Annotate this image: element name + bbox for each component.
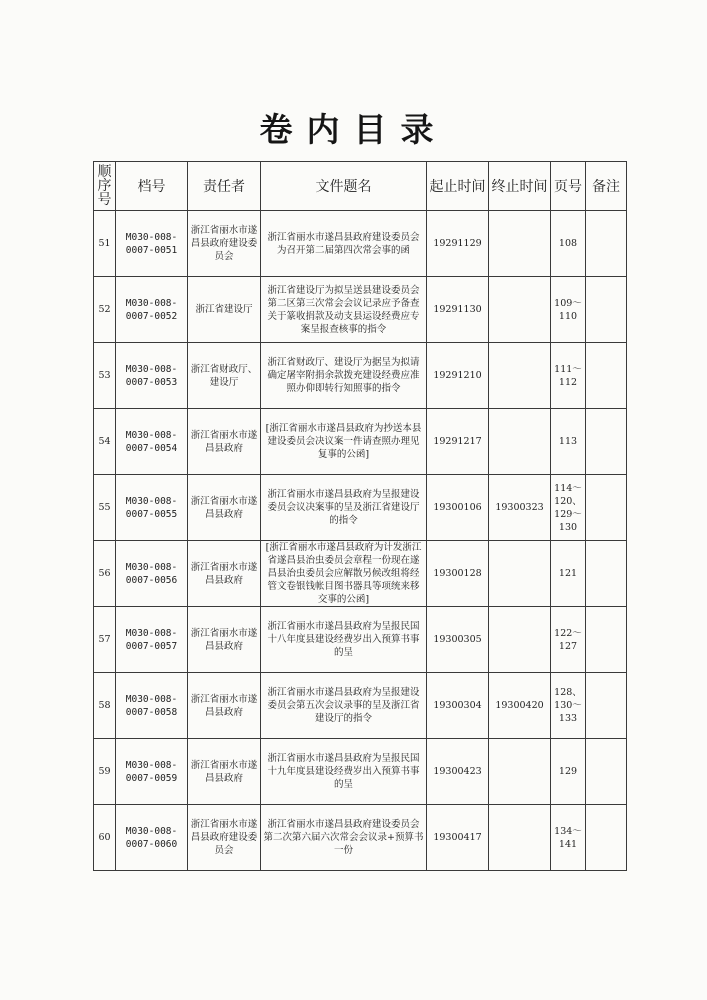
row-pages: 122～127 bbox=[551, 607, 586, 673]
row-seq: 51 bbox=[94, 211, 116, 277]
row-code: M030-008-0007-0057 bbox=[116, 607, 188, 673]
table-row bbox=[94, 673, 627, 739]
row-pages: 134～141 bbox=[551, 805, 586, 871]
row-code: M030-008-0007-0060 bbox=[116, 805, 188, 871]
catalog-table bbox=[93, 161, 627, 871]
row-responsible: 浙江省丽水市遂昌县政府 bbox=[188, 673, 261, 739]
row-start-date: 19300417 bbox=[427, 805, 489, 871]
row-responsible: 浙江省丽水市遂昌县政府 bbox=[188, 541, 261, 607]
row-doc-title: 浙江省丽水市遂昌县政府为呈报建设委员会议决案事的呈及浙江省建设厅的指令 bbox=[261, 475, 427, 541]
row-responsible: 浙江省丽水市遂昌县政府建设委员会 bbox=[188, 805, 261, 871]
row-responsible: 浙江省丽水市遂昌县政府 bbox=[188, 739, 261, 805]
row-remarks bbox=[586, 805, 627, 871]
row-seq: 53 bbox=[94, 343, 116, 409]
row-pages: 108 bbox=[551, 211, 586, 277]
row-seq: 54 bbox=[94, 409, 116, 475]
row-end-date bbox=[489, 541, 551, 607]
row-doc-title: 浙江省丽水市遂昌县政府为呈报民国十八年度县建设经费岁出入预算书事的呈 bbox=[261, 607, 427, 673]
row-pages: 121 bbox=[551, 541, 586, 607]
row-doc-title: [浙江省丽水市遂昌县政府为抄送本县建设委员会决议案一件请查照办理见复事的公函] bbox=[261, 409, 427, 475]
row-remarks bbox=[586, 607, 627, 673]
row-doc-title: 浙江省丽水市遂昌县政府为呈报民国十九年度县建设经费岁出入预算书事的呈 bbox=[261, 739, 427, 805]
row-pages: 111～112 bbox=[551, 343, 586, 409]
row-start-date: 19300128 bbox=[427, 541, 489, 607]
table-row bbox=[94, 739, 627, 805]
row-remarks bbox=[586, 541, 627, 607]
row-remarks bbox=[586, 409, 627, 475]
row-code: M030-008-0007-0058 bbox=[116, 673, 188, 739]
row-seq: 58 bbox=[94, 673, 116, 739]
row-remarks bbox=[586, 211, 627, 277]
row-doc-title: 浙江省丽水市遂昌县政府为呈报建设委员会第五次会议录事的呈及浙江省建设厅的指令 bbox=[261, 673, 427, 739]
catalog-body bbox=[94, 211, 627, 871]
row-responsible: 浙江省丽水市遂昌县政府 bbox=[188, 607, 261, 673]
row-end-date bbox=[489, 805, 551, 871]
row-seq: 60 bbox=[94, 805, 116, 871]
header-pages: 页号 bbox=[551, 162, 586, 211]
row-start-date: 19300304 bbox=[427, 673, 489, 739]
header-doc-title: 文件题名 bbox=[261, 162, 427, 211]
row-doc-title: 浙江省建设厅为拟呈送县建设委员会第二区第三次常会会议记录应予备查关于篆收捐款及动支县运设经费应专案呈报查核事的指令 bbox=[261, 277, 427, 343]
row-start-date: 19300305 bbox=[427, 607, 489, 673]
row-code: M030-008-0007-0052 bbox=[116, 277, 188, 343]
row-start-date: 19291130 bbox=[427, 277, 489, 343]
header-seq: 顺序号 bbox=[94, 162, 116, 211]
row-responsible: 浙江省丽水市遂昌县政府 bbox=[188, 409, 261, 475]
table-row bbox=[94, 277, 627, 343]
row-end-date bbox=[489, 211, 551, 277]
row-doc-title: 浙江省财政厅、建设厅为据呈为拟请确定屠宰附捐余款拨充建设经费应准照办仰即转行知照事的指令 bbox=[261, 343, 427, 409]
header-remarks: 备注 bbox=[586, 162, 627, 211]
row-doc-title: 浙江省丽水市遂昌县政府建设委员会第二次第六届六次常会会议录+预算书一份 bbox=[261, 805, 427, 871]
row-end-date bbox=[489, 607, 551, 673]
row-seq: 59 bbox=[94, 739, 116, 805]
row-responsible: 浙江省建设厅 bbox=[188, 277, 261, 343]
row-pages: 114～120、129～130 bbox=[551, 475, 586, 541]
row-end-date: 19300323 bbox=[489, 475, 551, 541]
row-start-date: 19291210 bbox=[427, 343, 489, 409]
row-code: M030-008-0007-0055 bbox=[116, 475, 188, 541]
table-row bbox=[94, 211, 627, 277]
row-start-date: 19300423 bbox=[427, 739, 489, 805]
header-responsible: 责任者 bbox=[188, 162, 261, 211]
row-seq: 52 bbox=[94, 277, 116, 343]
row-responsible: 浙江省丽水市遂昌县政府 bbox=[188, 475, 261, 541]
table-row bbox=[94, 475, 627, 541]
row-seq: 55 bbox=[94, 475, 116, 541]
row-remarks bbox=[586, 277, 627, 343]
row-responsible: 浙江省财政厅、建设厅 bbox=[188, 343, 261, 409]
row-pages: 129 bbox=[551, 739, 586, 805]
row-code: M030-008-0007-0051 bbox=[116, 211, 188, 277]
row-remarks bbox=[586, 673, 627, 739]
table-row bbox=[94, 607, 627, 673]
table-row bbox=[94, 541, 627, 607]
header-end-date: 终止时间 bbox=[489, 162, 551, 211]
row-end-date bbox=[489, 343, 551, 409]
row-remarks bbox=[586, 343, 627, 409]
table-row bbox=[94, 343, 627, 409]
row-start-date: 19300106 bbox=[427, 475, 489, 541]
row-code: M030-008-0007-0053 bbox=[116, 343, 188, 409]
table-row bbox=[94, 805, 627, 871]
row-pages: 128、130～133 bbox=[551, 673, 586, 739]
row-end-date bbox=[489, 409, 551, 475]
table-row bbox=[94, 409, 627, 475]
row-seq: 57 bbox=[94, 607, 116, 673]
row-end-date bbox=[489, 739, 551, 805]
row-remarks bbox=[586, 739, 627, 805]
row-end-date bbox=[489, 277, 551, 343]
header-start-date: 起止时间 bbox=[427, 162, 489, 211]
row-responsible: 浙江省丽水市遂昌县政府建设委员会 bbox=[188, 211, 261, 277]
row-end-date: 19300420 bbox=[489, 673, 551, 739]
row-pages: 109～110 bbox=[551, 277, 586, 343]
row-code: M030-008-0007-0056 bbox=[116, 541, 188, 607]
header-code: 档号 bbox=[116, 162, 188, 211]
row-code: M030-008-0007-0059 bbox=[116, 739, 188, 805]
page-title: 卷内目录 bbox=[259, 110, 448, 149]
row-remarks bbox=[586, 475, 627, 541]
row-start-date: 19291217 bbox=[427, 409, 489, 475]
row-seq: 56 bbox=[94, 541, 116, 607]
row-doc-title: 浙江省丽水市遂昌县政府建设委员会为召开第二届第四次常会事的函 bbox=[261, 211, 427, 277]
row-doc-title: [浙江省丽水市遂昌县政府为计发浙江省遂昌县治虫委员会章程一份现在遂昌县治虫委员会应解散另候改组将经管文卷银钱帐目图书器具等项统来移交事的公函] bbox=[261, 541, 427, 607]
header-row bbox=[94, 162, 627, 211]
row-code: M030-008-0007-0054 bbox=[116, 409, 188, 475]
row-pages: 113 bbox=[551, 409, 586, 475]
row-start-date: 19291129 bbox=[427, 211, 489, 277]
